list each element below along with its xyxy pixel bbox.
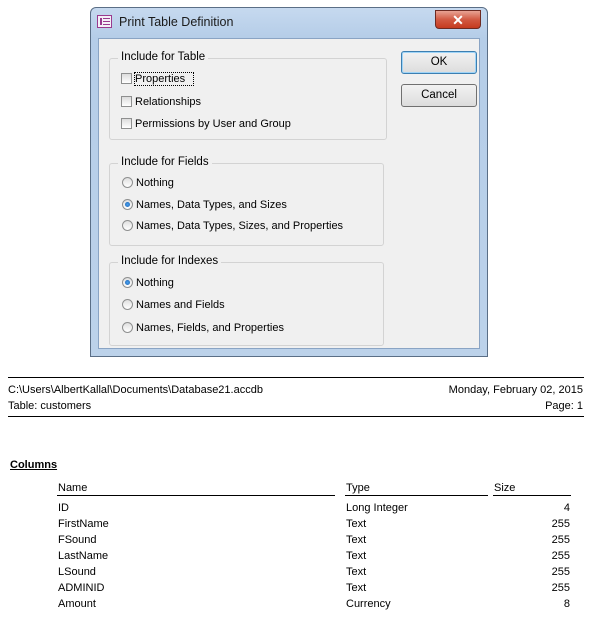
group-legend: Include for Indexes	[118, 255, 221, 267]
radio-button-selected[interactable]	[122, 277, 133, 288]
header-underline-type	[345, 495, 488, 496]
column-header-name: Name	[58, 482, 88, 494]
radio-button[interactable]	[122, 177, 133, 188]
column-header-type: Type	[346, 482, 370, 494]
include-for-indexes-group	[109, 255, 384, 346]
columns-section-title: Columns	[10, 459, 58, 471]
radio-button-selected[interactable]	[122, 199, 133, 210]
relationships-checkbox[interactable]	[121, 96, 201, 108]
permissions-checkbox[interactable]	[121, 118, 291, 130]
column-header-size: Size	[494, 482, 516, 494]
table-label: Table: customers	[8, 400, 92, 412]
close-button[interactable]: ✕	[435, 10, 481, 29]
checkbox-box[interactable]	[121, 96, 132, 107]
radio-button[interactable]	[122, 220, 133, 231]
cell-name: ADMINID	[58, 582, 105, 594]
checkbox-box[interactable]	[121, 73, 132, 84]
cell-size: 255	[551, 518, 570, 530]
cell-type: Long Integer	[346, 502, 408, 514]
cell-size: 255	[551, 534, 570, 546]
header-underline-size	[493, 495, 571, 496]
properties-checkbox[interactable]	[121, 73, 193, 85]
cell-size: 255	[551, 566, 570, 578]
report-header-rule-bottom	[8, 416, 584, 417]
app-icon	[97, 15, 112, 28]
cell-type: Text	[346, 518, 367, 530]
ok-button[interactable]: OK	[401, 51, 477, 74]
cell-name: FSound	[58, 534, 97, 546]
cell-type: Text	[346, 534, 367, 546]
indexes-names-fields-radio[interactable]	[122, 299, 225, 311]
cell-name: FirstName	[58, 518, 109, 530]
header-underline-name	[57, 495, 335, 496]
radio-label: Names and Fields	[136, 299, 225, 311]
checkbox-label: Properties	[135, 73, 193, 85]
cell-name: ID	[58, 502, 69, 514]
print-table-definition-dialog	[90, 7, 488, 357]
report-header-rule-top	[8, 377, 584, 378]
checkbox-label: Relationships	[135, 96, 202, 108]
cell-name: LastName	[58, 550, 109, 562]
cell-type: Text	[346, 566, 367, 578]
cell-name: LSound	[58, 566, 96, 578]
include-for-fields-group	[109, 156, 384, 246]
fields-names-types-sizes-radio[interactable]	[122, 199, 287, 211]
radio-button[interactable]	[122, 322, 133, 333]
dialog-body	[98, 38, 480, 349]
radio-label: Names, Data Types, and Sizes	[136, 199, 287, 211]
cell-size: 255	[551, 582, 570, 594]
cell-type: Text	[346, 582, 367, 594]
database-path: C:\Users\AlbertKallal\Documents\Database21.accdb	[8, 384, 263, 396]
group-legend: Include for Fields	[118, 156, 212, 168]
cell-type: Text	[346, 550, 367, 562]
title-bar[interactable]	[91, 8, 487, 36]
dialog-title: Print Table Definition	[119, 15, 234, 29]
radio-label: Names, Fields, and Properties	[136, 322, 284, 334]
radio-label: Names, Data Types, Sizes, and Properties	[136, 220, 344, 232]
cell-size: 4	[563, 502, 570, 514]
radio-label: Nothing	[136, 177, 174, 189]
indexes-names-fields-properties-radio[interactable]	[122, 322, 284, 334]
checkbox-label: Permissions by User and Group	[135, 118, 291, 130]
group-legend: Include for Table	[118, 51, 208, 63]
cell-size: 8	[563, 598, 570, 610]
fields-nothing-radio[interactable]	[122, 177, 174, 189]
cell-size: 255	[551, 550, 570, 562]
report-date: Monday, February 02, 2015	[448, 384, 583, 396]
fields-names-types-sizes-properties-radio[interactable]	[122, 220, 343, 232]
page-number: Page: 1	[545, 400, 583, 412]
radio-label: Nothing	[136, 277, 174, 289]
cell-name: Amount	[58, 598, 96, 610]
cell-type: Currency	[346, 598, 391, 610]
include-for-table-group	[109, 51, 387, 140]
indexes-nothing-radio[interactable]	[122, 277, 174, 289]
radio-button[interactable]	[122, 299, 133, 310]
checkbox-box[interactable]	[121, 118, 132, 129]
cancel-button[interactable]: Cancel	[401, 84, 477, 107]
